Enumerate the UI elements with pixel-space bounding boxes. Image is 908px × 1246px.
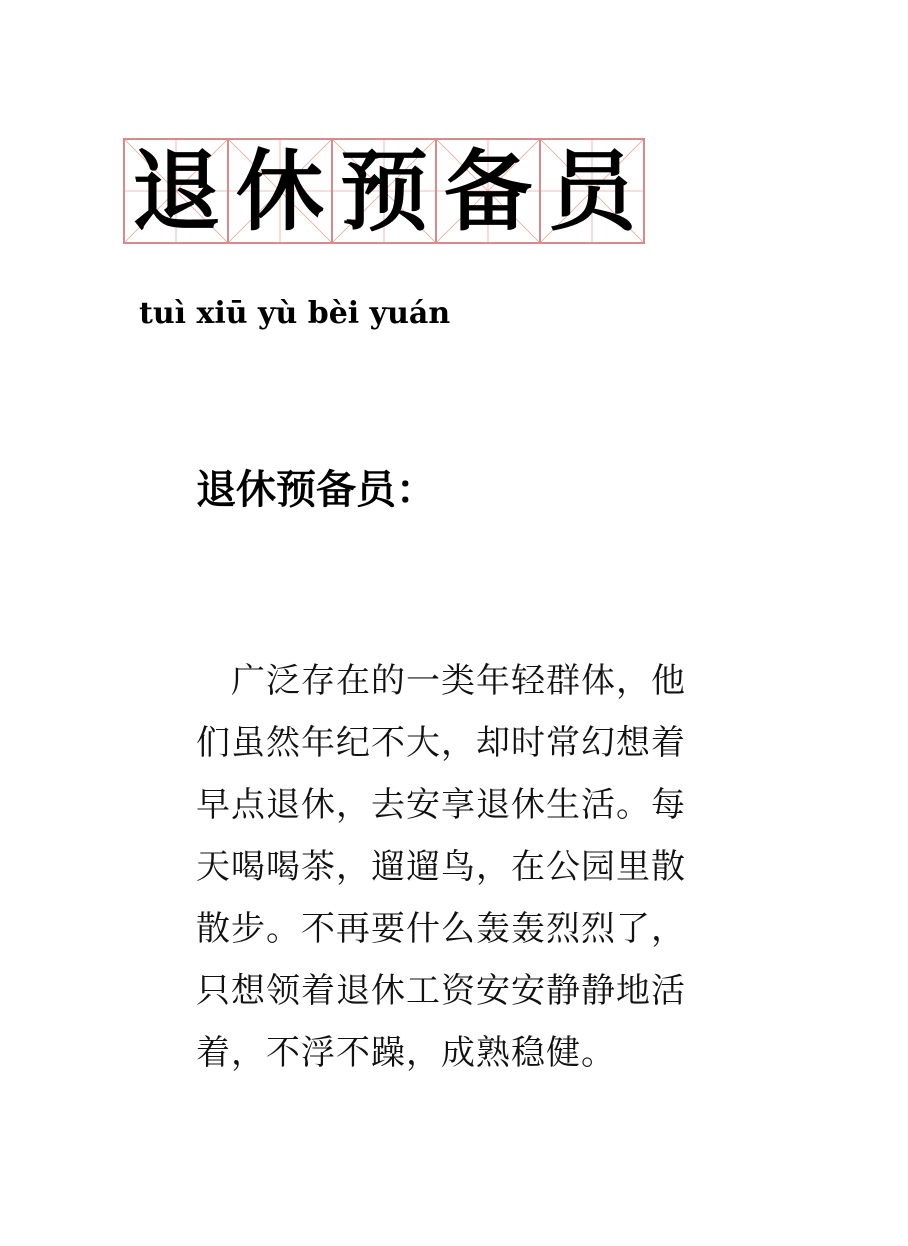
title-character: 员 <box>547 139 636 243</box>
definition-line: 散步。不再要什么轰轰烈烈了， <box>196 909 686 949</box>
definition-line: 们虽然年纪不大，却时常幻想着 <box>196 723 686 763</box>
grid-cell <box>331 138 437 244</box>
definition-line: 着，不浮不躁，成熟稳健。 <box>196 1033 616 1073</box>
grid-cell <box>435 138 541 244</box>
definition-heading: 退休预备员： <box>196 467 436 513</box>
title-character: 休 <box>235 139 324 243</box>
definition-line: 天喝喝茶，遛遛鸟，在公园里散 <box>196 847 686 887</box>
title-character: 备 <box>443 139 532 243</box>
definition-line: 只想领着退休工资安安静静地活 <box>196 971 686 1011</box>
definition-line: 早点退休，去安享退休生活。每 <box>196 785 686 825</box>
grid-cell <box>539 138 645 244</box>
title-character: 预 <box>339 139 428 243</box>
title-character-grid <box>123 138 645 244</box>
grid-cell <box>227 138 333 244</box>
grid-cell <box>123 138 229 244</box>
pinyin-transcription: tuì xiū yù bèi yuán <box>139 296 451 331</box>
title-character: 退 <box>131 139 220 243</box>
definition-body <box>196 650 736 1084</box>
definition-line: 广泛存在的一类年轻群体，他 <box>196 661 686 701</box>
